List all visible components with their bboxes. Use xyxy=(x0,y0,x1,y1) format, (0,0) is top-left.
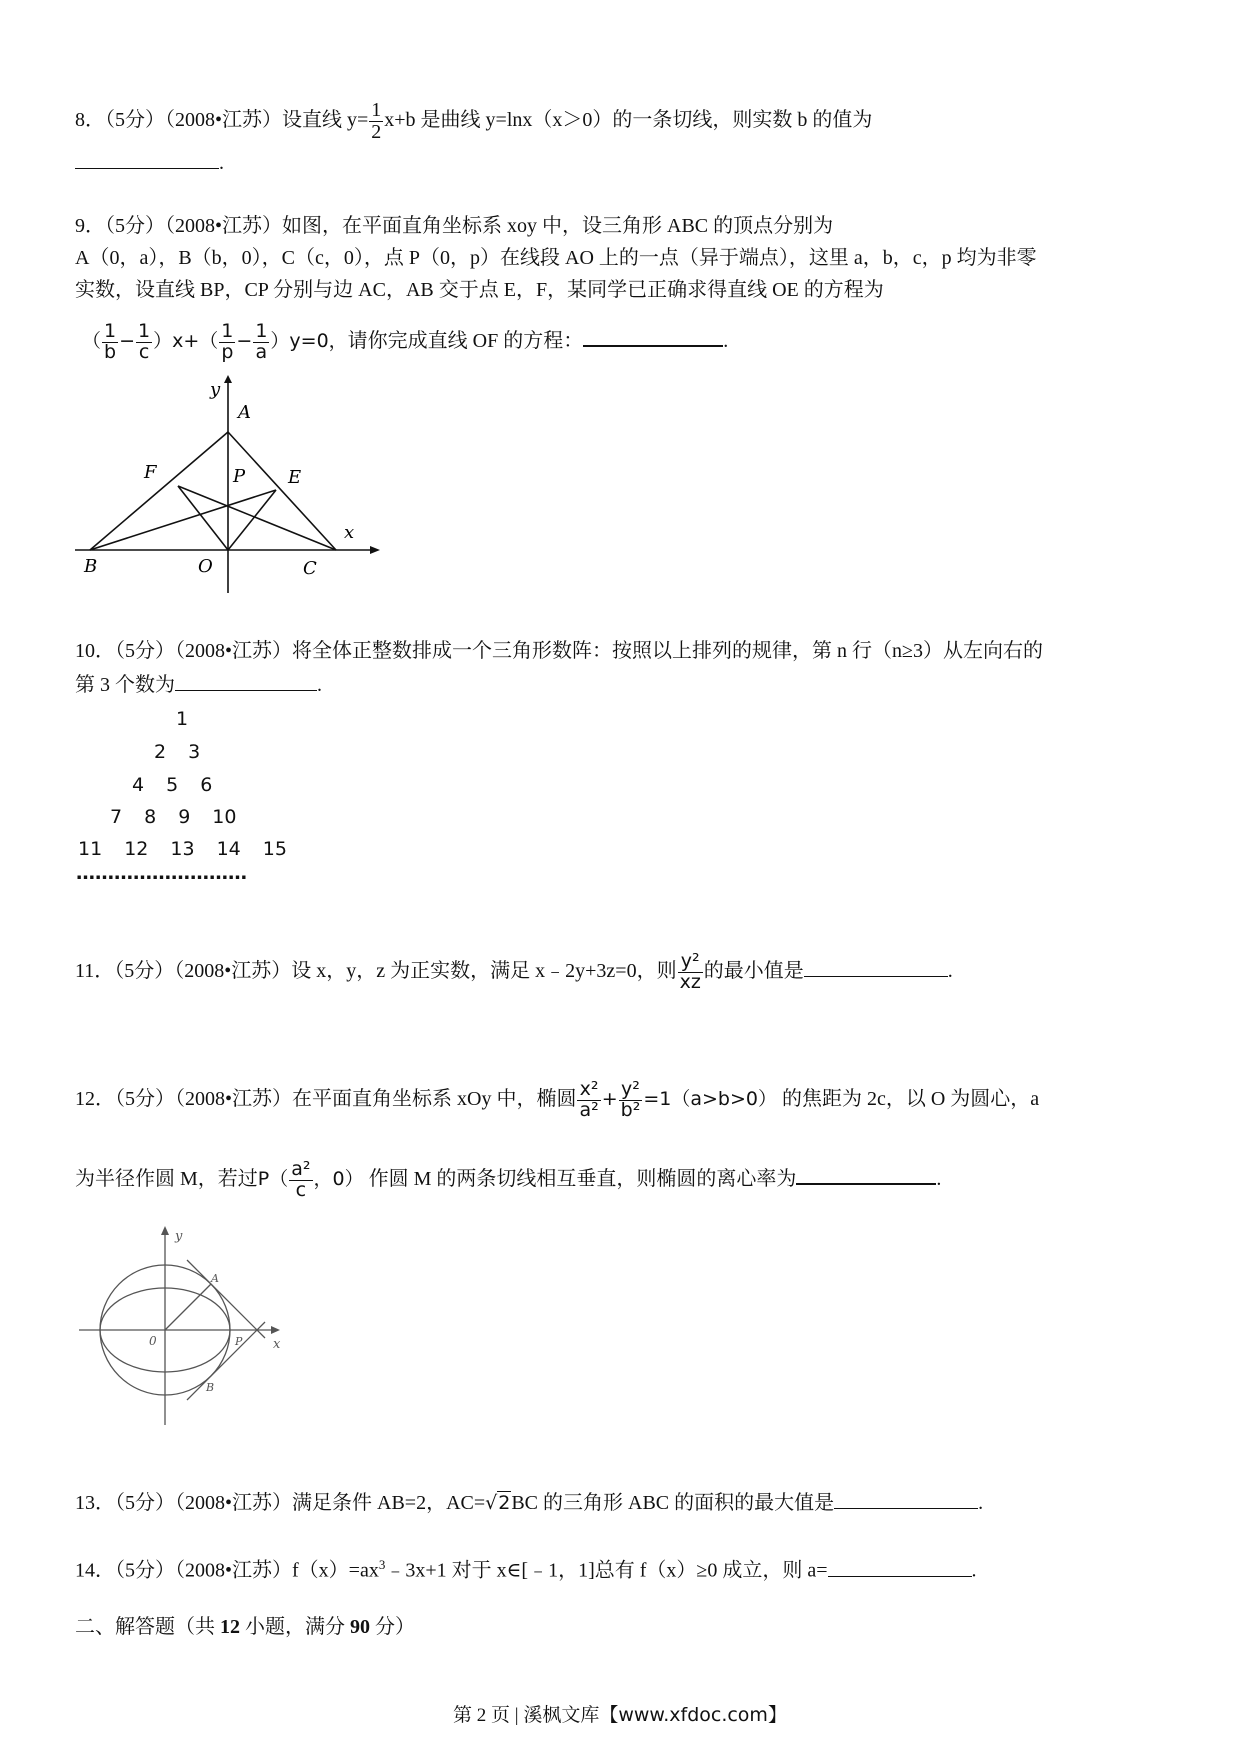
footer-url[interactable]: 【www.xfdoc.com】 xyxy=(599,1704,787,1726)
tri-number: 4 xyxy=(132,774,145,796)
question-14 xyxy=(75,1552,977,1584)
q10-row-3 xyxy=(132,774,234,796)
q13-sqrt: √2 xyxy=(485,1492,511,1514)
q12-label-p: P xyxy=(235,1335,243,1348)
tri-number: 12 xyxy=(124,838,149,860)
q11-prefix: 11．（5分）（2008•江苏）设 x，y，z 为正实数，满足 x﹣2y+3z=0，则 xyxy=(75,960,677,983)
q12-tail: . xyxy=(936,1168,942,1191)
q9-y-arrow xyxy=(224,375,232,383)
q14-tail: . xyxy=(971,1559,977,1582)
q10-row-1 xyxy=(176,708,210,730)
q12-p-close: ，0） xyxy=(313,1168,364,1191)
q12-tangent-pa xyxy=(187,1260,265,1338)
question-8 xyxy=(75,100,872,143)
q9-label-e: E xyxy=(288,467,302,488)
q9-frac-1a xyxy=(253,322,269,363)
q9-f2-den: c xyxy=(138,340,150,363)
tri-number: 6 xyxy=(200,774,213,796)
q12-label-a: A xyxy=(211,1272,219,1285)
tri-number: 3 xyxy=(188,741,201,763)
q14-exponent: 3 xyxy=(378,1557,386,1572)
q12-f2-num: y² xyxy=(619,1080,643,1101)
q11-frac-num: y² xyxy=(678,952,703,973)
tri-number: 5 xyxy=(166,774,179,796)
q12-x-arrow xyxy=(271,1326,280,1334)
q11-fraction xyxy=(678,952,703,993)
q10-row-2 xyxy=(154,741,222,763)
q10-line2 xyxy=(75,670,322,698)
q9-line-oe xyxy=(228,490,276,550)
q9-line-ba xyxy=(90,432,228,550)
q10-tail: . xyxy=(317,674,322,696)
page-footer xyxy=(0,1700,1240,1727)
q12-p-den: c xyxy=(295,1178,307,1201)
section2-suffix: 分） xyxy=(370,1616,415,1638)
q12-f2-den: b² xyxy=(620,1098,641,1121)
q8-fraction xyxy=(369,100,383,143)
section2-score: 90 xyxy=(350,1616,370,1638)
q9-line3: 实数，设直线 BP，CP 分别与边 AC，AB 交于点 E，F，某同学已正确求得直线 OE 的方程为 xyxy=(75,279,884,301)
q9-line-be xyxy=(90,490,276,550)
section2-mid: 小题，满分 xyxy=(240,1616,350,1638)
q14-prefix: 14．（5分）（2008•江苏）f（x）=ax xyxy=(75,1559,379,1582)
q9-label-y: y xyxy=(210,379,221,400)
q10-line1: 10．（5分）（2008•江苏）将全体正整数排成一个三角形数阵：按照以上排列的规律，第 n 行（n≥3）从左向右的 xyxy=(75,640,1043,662)
q13-prefix: 13．（5分）（2008•江苏）满足条件 AB=2，AC= xyxy=(75,1492,486,1514)
q11-answer-blank[interactable] xyxy=(804,956,948,977)
q9-line2: A（0，a），B（b，0），C（c，0），点 P（0，p）在线段 AO 上的一点（异于端点），这里 a，b，c，p 均为非零 xyxy=(75,247,1037,269)
q8-answer-blank[interactable] xyxy=(75,148,219,169)
q9-minus-1: − xyxy=(119,330,136,353)
section-2-heading xyxy=(75,1614,415,1640)
section2-prefix: 二、解答题（共 xyxy=(75,1616,220,1638)
q10-line2-text: 第 3 个数为 xyxy=(75,674,175,696)
tri-number: 13 xyxy=(170,838,195,860)
q11-suffix: 的最小值是 xyxy=(703,960,804,983)
question-11 xyxy=(75,952,953,993)
q12-frac-x xyxy=(577,1080,600,1121)
q8-frac-num: 1 xyxy=(371,99,382,121)
q9-eq-mid: ）x+（ xyxy=(153,330,219,353)
q14-suffix: ﹣3x+1 对于 x∈[﹣1，1]总有 f（x）≥0 成立，则 a= xyxy=(385,1559,828,1582)
q12-prefix: 12．（5分）（2008•江苏）在平面直角坐标系 xOy 中，椭圆 xyxy=(75,1088,577,1111)
q12-frac-y xyxy=(619,1080,643,1121)
q12-suffix: 的焦距为 2c，以 O 为圆心，a xyxy=(781,1088,1040,1111)
q9-f1-den: b xyxy=(104,340,117,363)
tri-number: 2 xyxy=(154,741,167,763)
q13-answer-blank[interactable] xyxy=(834,1488,978,1509)
tri-number: 15 xyxy=(262,838,287,860)
q13-suffix: BC 的三角形 ABC 的面积的最大值是 xyxy=(511,1492,835,1514)
tri-number: 14 xyxy=(216,838,241,860)
q12-line2-suffix: 作圆 M 的两条切线相互垂直，则椭圆的离心率为 xyxy=(368,1168,797,1191)
tri-number: 1 xyxy=(176,708,189,730)
q12-line2 xyxy=(75,1160,941,1201)
q9-f4-den: a xyxy=(255,340,268,363)
q9-f1-num: 1 xyxy=(104,320,117,342)
q9-eq-close: ）y=0， xyxy=(270,330,348,353)
q12-label-y: y xyxy=(175,1229,183,1244)
footer-page-label: 第 2 页 | 溪枫文库 xyxy=(453,1705,600,1726)
q9-label-b: B xyxy=(84,556,98,577)
q9-label-p: P xyxy=(233,466,246,487)
q12-plus: + xyxy=(601,1088,618,1111)
q12-f1-den: a² xyxy=(579,1098,599,1121)
q9-answer-blank[interactable] xyxy=(583,325,723,347)
question-13 xyxy=(75,1488,983,1516)
q14-answer-blank[interactable] xyxy=(828,1556,972,1577)
tri-number: 11 xyxy=(78,838,103,860)
q12-label-o: 0 xyxy=(149,1334,157,1348)
q9-frac-1c xyxy=(136,322,152,363)
q12-p-open: P（ xyxy=(257,1168,289,1191)
q9-f4-num: 1 xyxy=(255,320,268,342)
q12-tangent-pb xyxy=(187,1322,265,1400)
q11-tail: . xyxy=(947,960,953,983)
q11-frac-den: xz xyxy=(679,970,701,993)
q9-ask: 请你完成直线 OF 的方程： xyxy=(347,330,584,353)
q12-line2-prefix: 为半径作圆 M，若过 xyxy=(75,1168,258,1191)
question-12 xyxy=(75,1080,1039,1121)
q9-frac-1b xyxy=(102,322,118,363)
q12-p-fraction xyxy=(289,1160,312,1201)
q12-p-num: a² xyxy=(291,1158,311,1180)
q13-radicand: 2 xyxy=(498,1492,511,1514)
q12-ellipse-figure xyxy=(75,1225,295,1430)
q9-x-arrow xyxy=(370,546,380,554)
q8-suffix: x+b 是曲线 y=lnx（x＞0）的一条切线，则实数 b 的值为 xyxy=(384,109,873,132)
q12-f1-num: x² xyxy=(577,1080,600,1101)
q10-row-5 xyxy=(78,838,309,860)
tri-number: 9 xyxy=(178,806,191,828)
q12-condition: =1（a>b>0） xyxy=(643,1088,777,1111)
q13-tail: . xyxy=(978,1492,984,1514)
q12-label-x: x xyxy=(273,1337,281,1352)
q9-label-a: A xyxy=(238,402,251,423)
q9-frac-1p xyxy=(219,322,235,363)
q9-tail: . xyxy=(723,330,729,353)
q9-label-c: C xyxy=(303,558,317,579)
q8-answer-line xyxy=(75,148,224,176)
q12-answer-blank[interactable] xyxy=(796,1163,936,1185)
q9-f3-den: p xyxy=(221,340,234,363)
q12-y-arrow xyxy=(161,1226,169,1235)
q10-row-4 xyxy=(110,806,258,828)
q9-label-x: x xyxy=(344,522,355,543)
q8-prefix: 8．（5分）（2008•江苏）设直线 y= xyxy=(75,109,369,132)
q10-answer-blank[interactable] xyxy=(175,670,317,691)
q9-f3-num: 1 xyxy=(221,320,234,342)
q9-triangle-figure xyxy=(70,375,390,600)
q9-label-f: F xyxy=(144,462,157,483)
q9-line-ac xyxy=(228,432,336,550)
q9-equation xyxy=(82,322,728,363)
tri-number: 10 xyxy=(212,806,237,828)
tri-number: 8 xyxy=(144,806,157,828)
section2-count: 12 xyxy=(220,1616,240,1638)
q10-ellipsis: ……………………… xyxy=(76,862,247,884)
q9-label-o: O xyxy=(198,556,213,577)
q8-frac-den: 2 xyxy=(371,121,382,143)
q12-label-b: B xyxy=(206,1381,215,1394)
q9-f2-num: 1 xyxy=(138,320,151,342)
tri-number: 7 xyxy=(110,806,123,828)
q9-paren-open: （ xyxy=(82,330,102,353)
q8-tail: . xyxy=(219,152,224,174)
q9-line1: 9．（5分）（2008•江苏）如图，在平面直角坐标系 xoy 中，设三角形 ABC 的顶点分别为 xyxy=(75,215,834,237)
q9-minus-2: − xyxy=(236,330,253,353)
